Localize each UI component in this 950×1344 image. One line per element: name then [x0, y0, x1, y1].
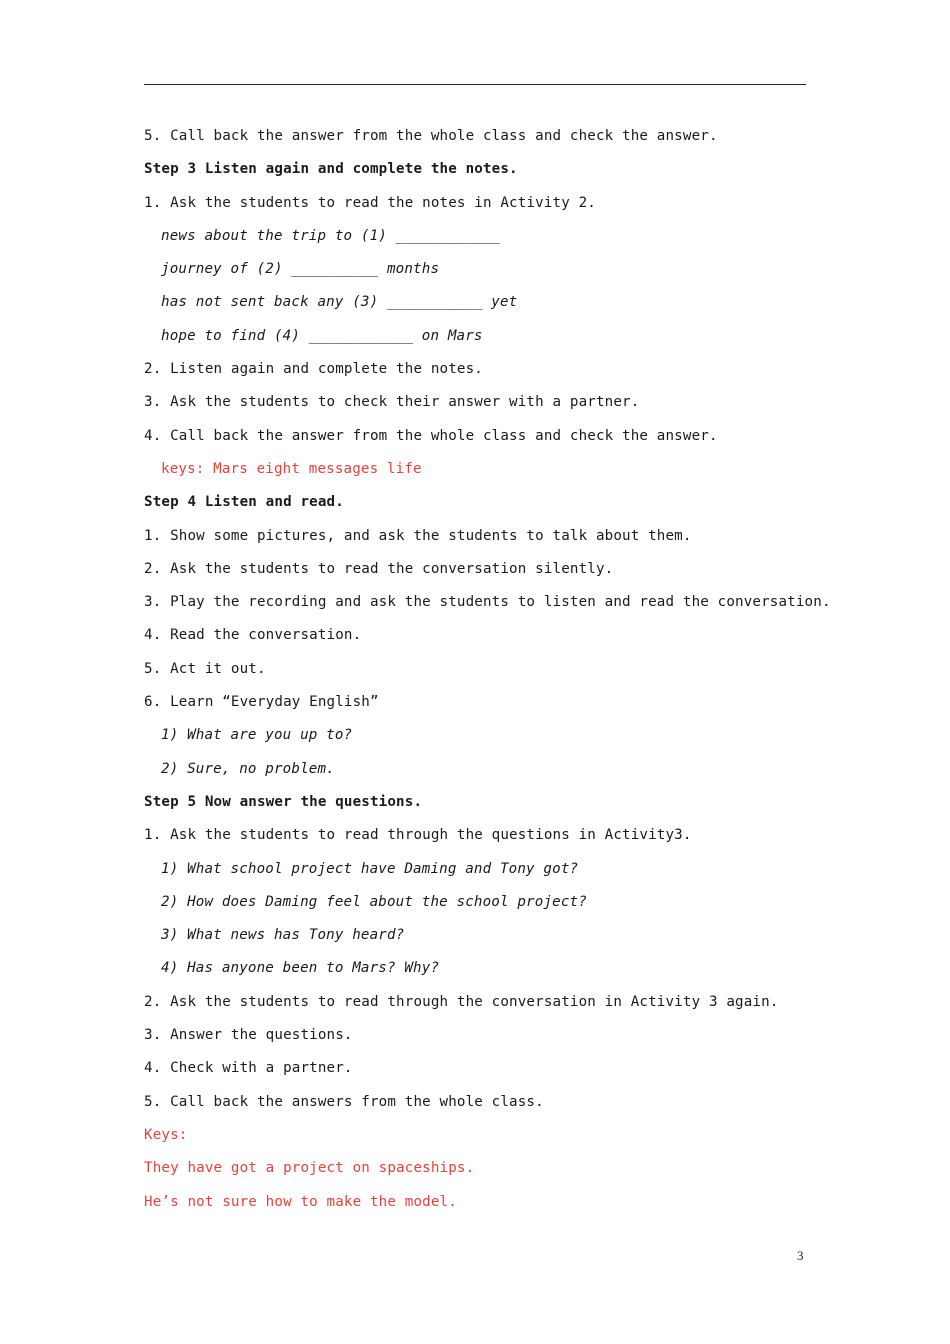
text-line: 3. Answer the questions.	[144, 1027, 353, 1044]
step-heading: Step 5 Now answer the questions.	[144, 793, 423, 810]
text-line: 5. Act it out.	[144, 660, 266, 677]
text-line: 4. Read the conversation.	[144, 627, 362, 644]
sub-item-line: 1) What are you up to?	[161, 727, 353, 744]
sub-item-line: hope to find (4) ____________ on Mars	[161, 327, 483, 344]
sub-item-line: 2) Sure, no problem.	[161, 760, 335, 777]
sub-item-line: 2) How does Daming feel about the school project?	[161, 893, 587, 910]
answer-key-line: Keys:	[144, 1126, 188, 1143]
text-line: 3. Ask the students to check their answer with a partner.	[144, 394, 640, 411]
answer-key-line: keys: Mars eight messages life	[161, 460, 422, 477]
text-line: 2. Ask the students to read the conversation silently.	[144, 560, 614, 577]
sub-item-line: news about the trip to (1) ____________	[161, 227, 500, 244]
text-line: 4. Call back the answer from the whole class and check the answer.	[144, 427, 718, 444]
text-line: 2. Listen again and complete the notes.	[144, 361, 483, 378]
answer-key-line: He’s not sure how to make the model.	[144, 1193, 457, 1210]
text-line: 2. Ask the students to read through the conversation in Activity 3 again.	[144, 993, 779, 1010]
step-heading: Step 4 Listen and read.	[144, 494, 344, 511]
text-line: 3. Play the recording and ask the students to listen and read the conversation.	[144, 594, 831, 611]
sub-item-line: 1) What school project have Daming and Tony got?	[161, 860, 579, 877]
sub-item-line: journey of (2) __________ months	[161, 261, 440, 278]
text-line: 5. Call back the answer from the whole class and check the answer.	[144, 128, 718, 144]
sub-item-line: has not sent back any (3) ___________ yet	[161, 294, 518, 311]
text-line: 4. Check with a partner.	[144, 1060, 353, 1077]
text-line: 6. Learn “Everyday English”	[144, 694, 379, 711]
text-line: 1. Ask the students to read the notes in Activity 2.	[144, 194, 596, 211]
text-line: 1. Ask the students to read through the questions in Activity3.	[144, 827, 692, 844]
header-rule	[144, 84, 806, 85]
sub-item-line: 3) What news has Tony heard?	[161, 927, 405, 944]
sub-item-line: 4) Has anyone been to Mars? Why?	[161, 960, 440, 977]
text-line: 1. Show some pictures, and ask the students to talk about them.	[144, 527, 692, 544]
text-line: 5. Call back the answers from the whole class.	[144, 1093, 544, 1110]
answer-key-line: They have got a project on spaceships.	[144, 1160, 475, 1177]
document-body	[144, 120, 831, 1219]
page-number: 3	[797, 1248, 804, 1263]
step-heading: Step 3 Listen again and complete the notes.	[144, 161, 518, 178]
